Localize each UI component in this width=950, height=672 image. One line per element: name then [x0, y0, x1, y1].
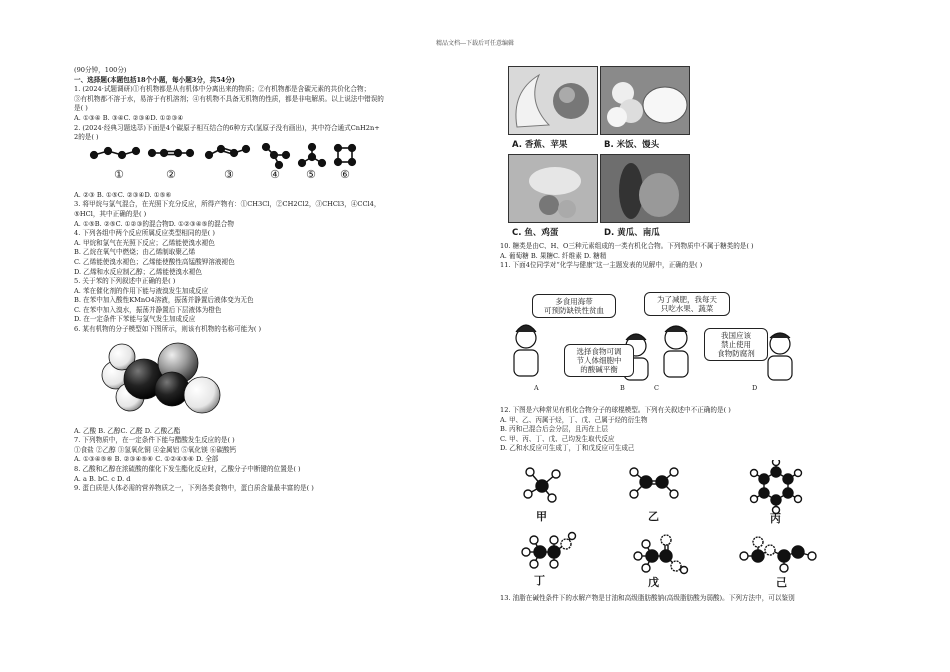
- q11-stem: 11. 下面4位同学对“化学与健康”这一主题发表的见解中，正确的是( ): [500, 261, 703, 270]
- q4-option-a: A. 甲烷和氯气在光照下反应；乙烯能使溴水褪色: [74, 238, 215, 247]
- q4-option-c: C. 乙烯能使溴水褪色；乙烯能使酸性高锰酸钾溶液褪色: [74, 257, 235, 266]
- q2-line-2: 2的是( ): [74, 133, 99, 142]
- q12-option-b: B. 丙和己混合后会分层，且丙在上层: [500, 425, 608, 434]
- q12-stem: 12. 下图是六种常见有机化合物分子的球棍模型。下列有关叙述中不正确的是( ): [500, 406, 731, 414]
- chain-label-1: ①: [114, 167, 124, 181]
- q3-options: A. ①⑤B. ②⑤C. ①②③的混合物D. ①②③④⑤的混合物: [74, 219, 234, 228]
- q12-option-a: A. 甲、乙、丙属于烃，丁、戊、己属于烃的衍生物: [500, 415, 648, 424]
- chain-label-5: ⑤: [306, 167, 316, 181]
- photo-rice-bun: [600, 66, 690, 135]
- right-column-q12: [500, 406, 876, 454]
- q5-option-a: A. 苯在催化剂的作用下能与液溴发生加成反应: [74, 286, 209, 295]
- carbon-chain-figure: [74, 143, 472, 191]
- q1-line-2: ③有机物都不溶于水，易溶于有机溶剂；④有机物不具备无机物的性质，都是非电解质。以上说法中错误的: [74, 94, 384, 103]
- q7-stem: 7. 下列物质中，在一定条件下能与醋酸发生反应的是( ): [74, 436, 235, 445]
- model-label-jia: 甲: [536, 510, 547, 523]
- q5-option-b: B. 在苯中加入酸性KMnO4溶液，振荡并静置后液体变为无色: [74, 296, 254, 305]
- photo-banana-apple: [508, 66, 598, 135]
- carbon-chain-diagrams: [74, 143, 374, 191]
- q4-option-d: D. 乙烯和水反应制乙醇；乙烯能使溴水褪色: [74, 267, 202, 276]
- person-label-b: B: [620, 384, 625, 392]
- right-column-q13: [500, 594, 876, 604]
- q8-options: A. a B. bC. c D. d: [74, 474, 131, 483]
- speech-bubble-a: 多食用海带 可预防缺铁性贫血: [532, 294, 616, 318]
- q2-line-1: 2. (2024·经典习题选萃)下面是4个碳原子相互结合的6种方式(氢原子没有画出)，其中符合通式CnH2n+: [74, 123, 380, 132]
- q12-option-d: D. 乙和水反应可生成丁，丁和戊反应可生成己: [500, 444, 635, 453]
- chain-label-4: ④: [270, 167, 280, 181]
- section-title: 一、选择题(本题包括18个小题，每小题3分，共54分): [74, 75, 236, 84]
- person-label-a: A: [534, 384, 539, 392]
- q5-option-d: D. 在一定条件下苯能与氯气发生加成反应: [74, 315, 196, 324]
- person-label-d: D: [752, 384, 758, 392]
- chain-label-3: ③: [224, 167, 234, 181]
- model-label-ji: 己: [776, 576, 787, 589]
- q7-options: A. ①③④⑤⑥ B. ②③④⑤⑥ C. ①②④⑤⑥ D. 全部: [74, 455, 219, 464]
- speech-bubble-c: 为了减肥，我每天 只吃水果、蔬菜: [644, 292, 730, 316]
- q7-items: ①食盐 ②乙醇 ③氢氧化铜 ④金属铝 ⑤氧化镁 ⑥碳酸钙: [74, 445, 237, 454]
- model-label-wu: 戊: [648, 576, 659, 589]
- space-filling-model: [74, 335, 274, 427]
- food-caption-d: D. 黄瓜、南瓜: [604, 228, 660, 238]
- exam-meta: (90分钟，100分): [74, 66, 127, 74]
- ball-stick-models: [508, 460, 838, 592]
- q9-stem: 9. 蛋白质是人体必需的营养物质之一，下列各类食物中，蛋白质含量最丰富的是( ): [74, 484, 314, 493]
- q3-line-2: ⑤HCl，其中正确的是( ): [74, 209, 147, 218]
- chain-label-6: ⑥: [340, 167, 350, 181]
- q1-line-3: 是( ): [74, 104, 88, 113]
- model-label-ding: 丁: [534, 574, 545, 587]
- q13-stem: 13. 油脂在碱性条件下的水解产物是甘油和高级脂肪酸钠(高级脂肪酸为弱酸)。下列方法中，可以鉴别: [500, 594, 795, 602]
- molecule-model-figure: [74, 335, 472, 427]
- photo-fish-egg: [508, 154, 598, 223]
- q5-option-c: C. 在苯中加入溴水，振荡并静置后下层液体为橙色: [74, 305, 222, 314]
- q8-stem: 8. 乙酸和乙醇在浓硫酸的催化下发生酯化反应时，乙酸分子中断键的位置是( ): [74, 465, 301, 474]
- q10-options: A. 葡萄糖 B. 果糖C. 纤维素 D. 糖精: [500, 251, 607, 260]
- food-caption-c: C. 鱼、鸡蛋: [512, 228, 559, 238]
- q6-stem: 6. 某有机物的分子模型如下图所示，则该有机物的名称可能为( ): [74, 325, 262, 334]
- q2-options: A. ②③ B. ①⑤C. ②③④D. ①⑤⑥: [74, 190, 172, 199]
- q1-options: A. ①③④ B. ③④C. ②③④D. ①②③④: [74, 113, 184, 122]
- chain-label-2: ②: [166, 167, 176, 181]
- food-photos: [508, 66, 708, 236]
- q1-line-1: 1. (2024·试题调研)①有机物都是从有机体中分离出来的物质；②有机物都是含碳元素的共价化合物；: [74, 85, 371, 94]
- speech-bubble-b: 选择食物可调 节人体细胞中 的酸碱平衡: [564, 344, 634, 377]
- q4-stem: 4. 下列各组中两个反应所属反应类型相同的是( ): [74, 229, 215, 238]
- document-header-note: 精品文档---下载后可任意编辑: [435, 40, 515, 47]
- food-caption-b: B. 米饭、馒头: [604, 140, 660, 150]
- model-label-bing: 丙: [770, 512, 781, 525]
- right-column-q10-11: [500, 242, 876, 271]
- left-column: [74, 66, 472, 494]
- photo-cucumber-pumpkin: [600, 154, 690, 223]
- q5-stem: 5. 关于苯的下列叙述中正确的是( ): [74, 277, 176, 286]
- ball-stick-svg: [508, 460, 838, 592]
- speech-bubble-d: 我国应该 禁止使用 食物防腐剂: [704, 328, 768, 361]
- q10-stem: 10. 糖类是由C、H、O三种元素组成的一类有机化合物。下列物质中不属于糖类的是( ): [500, 242, 754, 250]
- food-caption-a: A. 香蕉、苹果: [512, 140, 568, 150]
- q3-line-1: 3. 将甲烷与氯气混合，在光照下充分反应，所得产物有：①CH3Cl，②CH2Cl2，③CHCl3，④CCl4，: [74, 200, 381, 209]
- q4-option-b: B. 乙烷在氧气中燃烧；由乙烯制取聚乙烯: [74, 248, 196, 257]
- person-label-c: C: [654, 384, 659, 392]
- q6-options: A. 乙酸 B. 乙醇C. 乙醛 D. 乙酸乙酯: [74, 426, 181, 435]
- health-cartoon: [508, 288, 808, 396]
- model-label-yi: 乙: [648, 510, 659, 523]
- q12-option-c: C. 甲、丙、丁、戊、己均发生取代反应: [500, 434, 615, 443]
